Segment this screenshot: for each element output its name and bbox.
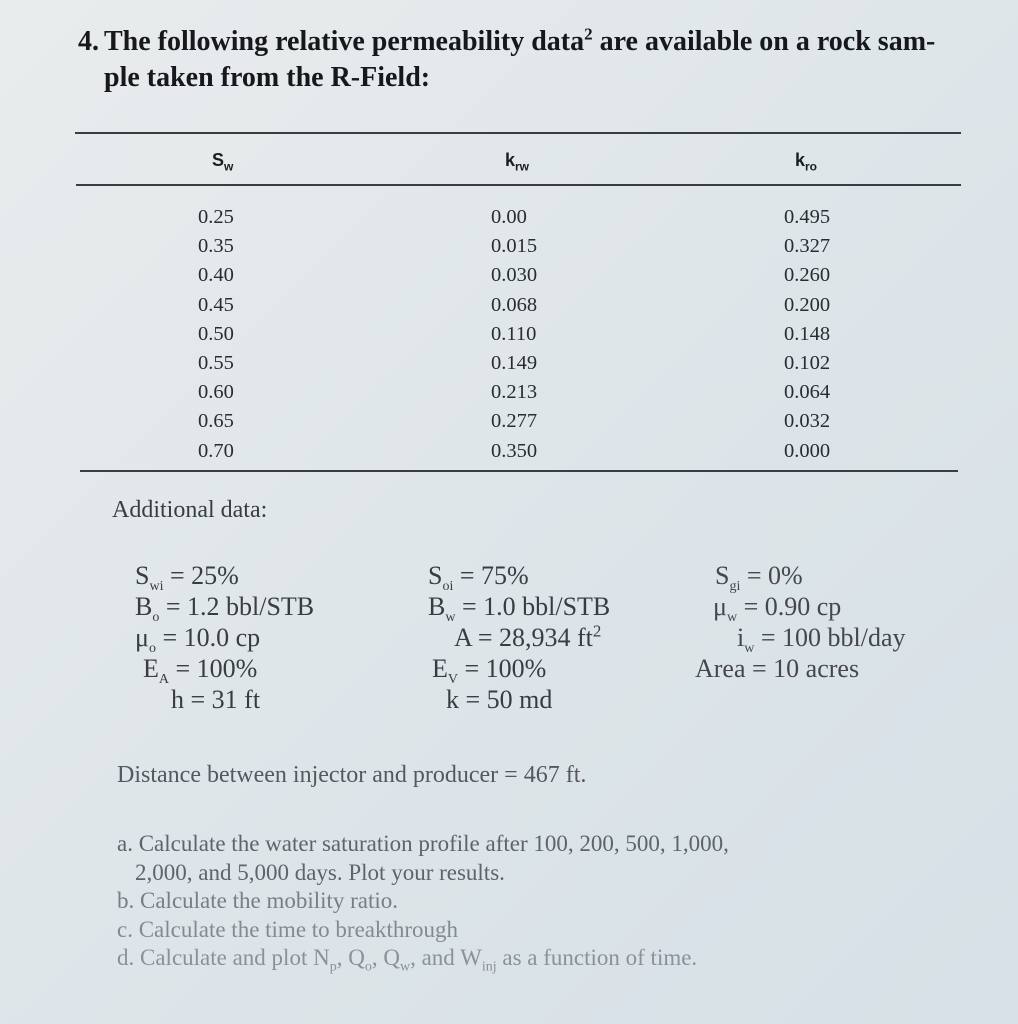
table-cell: 0.50: [198, 322, 234, 345]
column-kro: [784, 203, 830, 466]
footnote-marker: 2: [584, 24, 593, 44]
permeability: k = 50 md: [446, 685, 553, 714]
table-cell: 0.350: [491, 439, 538, 462]
drainage-area: Area = 10 acres: [695, 654, 860, 683]
additional-data-column-3: [695, 560, 906, 684]
table-cell: 0.277: [491, 410, 538, 433]
table-cell: 0.148: [784, 322, 831, 345]
thickness: h = 31 ft: [171, 685, 261, 714]
table-cell: 0.327: [784, 235, 831, 258]
table-cell: 0.55: [198, 352, 234, 375]
table-cell: 0.068: [491, 293, 538, 316]
table-cell: 0.00: [491, 206, 527, 228]
table-cell: 0.213: [491, 381, 538, 404]
table-cell: 0.35: [198, 235, 234, 258]
problem-text-line1-end: are available on a rock sam-: [592, 26, 936, 57]
table-cell: 0.102: [784, 352, 831, 375]
table-cell: 0.110: [491, 322, 537, 345]
table-cell: 0.60: [198, 381, 234, 404]
table-bottom-rule: [80, 470, 958, 472]
table-cell: 0.032: [784, 410, 831, 433]
initial-water-saturation: $S_{wi} = 25\%$: [135, 561, 239, 595]
problem-text-line1: The following relative permeability data: [104, 26, 585, 57]
cross-sectional-area: A = 28,934 $ft^2$: [454, 621, 602, 652]
question-list: [117, 830, 977, 973]
table-top-rule: [75, 132, 961, 134]
table-cell: 0.70: [198, 439, 234, 462]
problem-text-line2: ple taken from the R-Field:: [104, 62, 431, 93]
table-header-rule: [76, 184, 961, 186]
initial-gas-saturation: $S_{gi} = 0\%$: [715, 561, 803, 595]
table-cell: 0.40: [198, 264, 234, 287]
question-c: c. Calculate the time to breakthrough: [117, 916, 459, 942]
question-d: d. Calculate and plot $N_p$, $Q_o$, $Q_w$, and $W_{inj}$ as a function of time.: [117, 945, 698, 975]
header-kro: $k_{ro}$: [795, 150, 818, 174]
additional-data-column-2: [428, 560, 610, 715]
question-b: b. Calculate the mobility ratio.: [117, 888, 399, 913]
problem-statement: [78, 24, 978, 96]
vertical-sweep-efficiency: $E_V = 100\%$: [432, 654, 547, 688]
well-distance: Distance between injector and producer = 467 ft.: [117, 762, 587, 788]
table-cell: 0.000: [784, 439, 831, 462]
table-cell: 0.149: [491, 352, 538, 375]
table-cell: 0.495: [784, 206, 831, 228]
injection-rate: $i_w = 100$ bbl/day: [737, 623, 906, 657]
areal-sweep-efficiency: $E_A = 100\%$: [143, 654, 258, 688]
additional-data-label: Additional data:: [112, 497, 268, 523]
table-cell: 0.200: [784, 293, 831, 316]
oil-viscosity: $\mu_o = 10.0$ cp: [135, 623, 261, 657]
question-a-line1: a. Calculate the water saturation profile after 100, 200, 500, 1,000,: [117, 831, 729, 856]
question-a-line2: 2,000, and 5,000 days. Plot your results.: [135, 859, 505, 885]
header-krw: $k_{rw}$: [505, 150, 530, 174]
table-cell: 0.65: [198, 410, 234, 433]
header-sw: $S_w$: [212, 150, 234, 174]
water-formation-volume-factor: $B_w = 1.0$ bbl/STB: [428, 592, 611, 626]
table-cell: 0.260: [784, 264, 831, 287]
table-cell: 0.015: [491, 235, 538, 258]
table-cell: 0.064: [784, 381, 831, 404]
column-krw: [491, 203, 537, 466]
initial-oil-saturation: $S_{oi} = 75\%$: [428, 561, 529, 595]
table-cell: 0.030: [491, 264, 538, 287]
water-viscosity: $\mu_w = 0.90$ cp: [713, 592, 842, 626]
additional-data-column-1: [135, 560, 314, 715]
table-cell: 0.25: [198, 206, 234, 228]
column-sw: [198, 203, 234, 466]
table-cell: 0.45: [198, 293, 234, 316]
oil-formation-volume-factor: $B_o = 1.2$ bbl/STB: [135, 592, 315, 626]
problem-number: 4.: [78, 26, 99, 57]
